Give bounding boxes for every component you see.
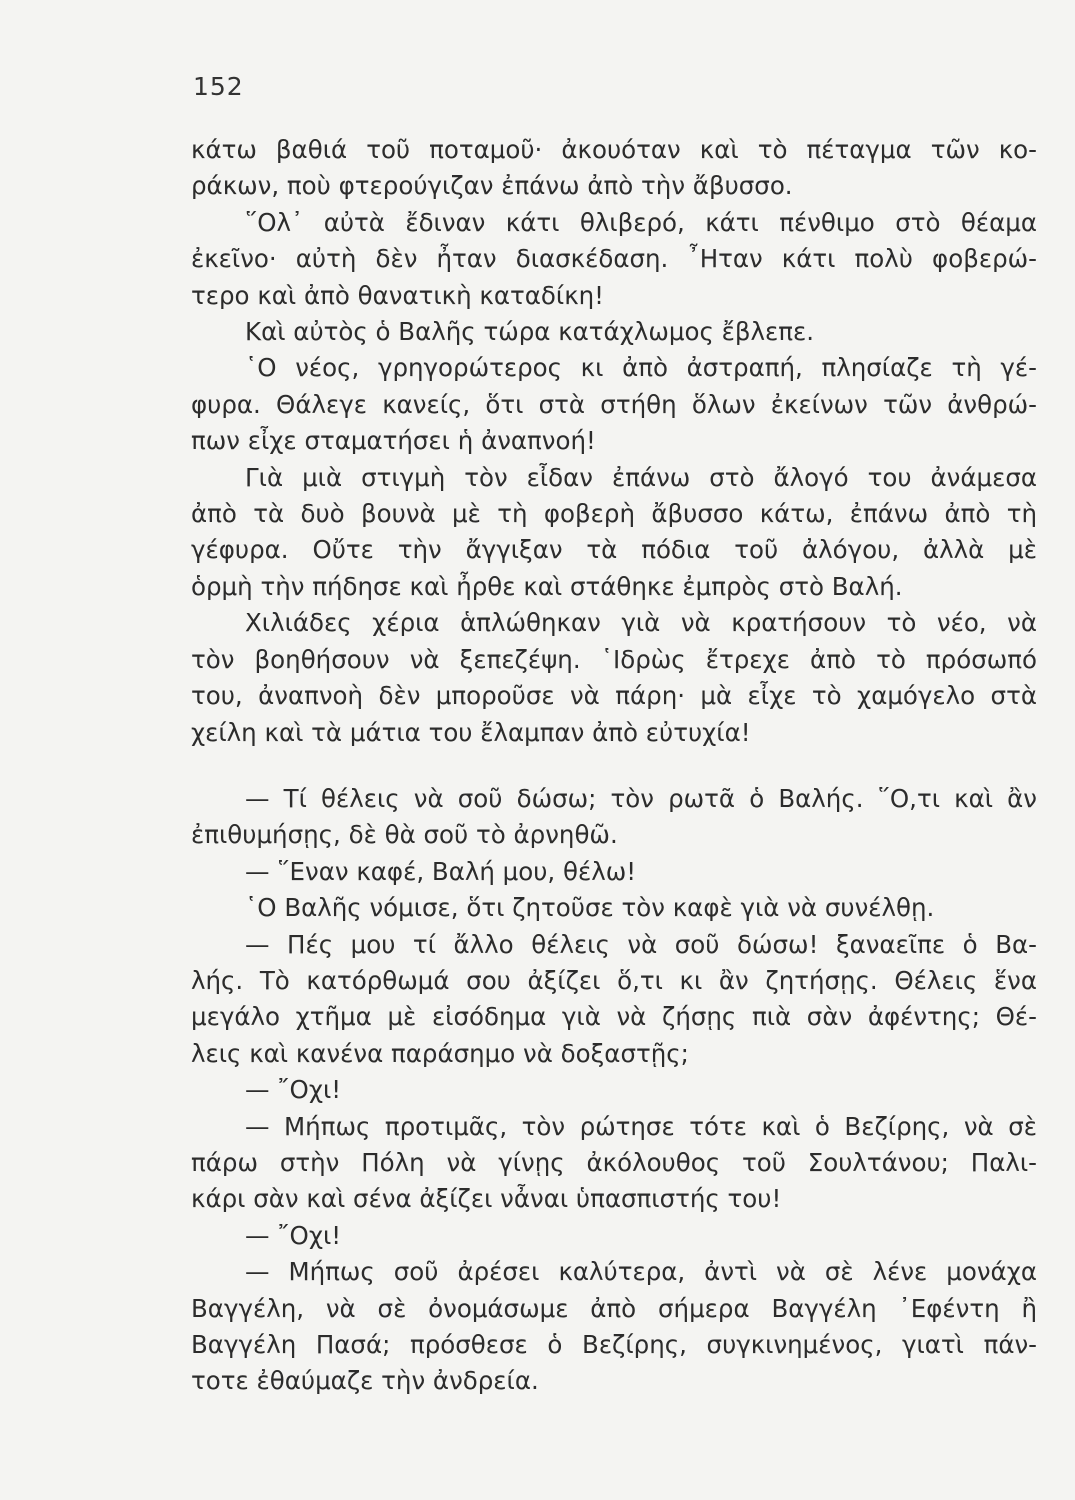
text-line: χείλη καὶ τὰ μάτια του ἔλαμπαν ἀπὸ εὐτυχία! bbox=[191, 717, 751, 747]
text-line: ῾Ο νέος, γρηγορώτερος κι ἀπὸ ἀστραπή, πλησίαζε τὴ γέ- bbox=[245, 353, 1037, 383]
text-line: λής. Τὸ κατόρθωμά σου ἀξίζει ὅ,τι κι ἂν ζητήσῃς. Θέλεις ἕνα bbox=[191, 965, 1037, 995]
paragraph bbox=[191, 205, 1037, 314]
text-line: ῞Ολ᾽ αὐτὰ ἔδιναν κάτι θλιβερό, κάτι πένθιμο στὸ θέαμα bbox=[245, 207, 1037, 237]
paragraph bbox=[191, 460, 1037, 606]
text-line: Γιὰ μιὰ στιγμὴ τὸν εἶδαν ἐπάνω στὸ ἄλογό του ἀνάμεσα bbox=[245, 462, 1037, 492]
text-line: τερο καὶ ἀπὸ θανατικὴ καταδίκη! bbox=[191, 280, 604, 310]
text-line: του, ἀναπνοὴ δὲν μποροῦσε νὰ πάρη· μὰ εἶχε τὸ χαμόγελο στὰ bbox=[191, 681, 1037, 711]
paragraph bbox=[191, 890, 1037, 926]
text-line: ὁρμὴ τὴν πήδησε καὶ ἦρθε καὶ στάθηκε ἐμπρὸς στὸ Βαλή. bbox=[191, 571, 903, 601]
text-line: Χιλιάδες χέρια ἁπλώθηκαν γιὰ νὰ κρατήσουν τὸ νέο, νὰ bbox=[245, 608, 1037, 638]
text-line: ῾Ο Βαλῆς νόμισε, ὅτι ζητοῦσε τὸν καφὲ γιὰ νὰ συνέλθῃ. bbox=[245, 893, 935, 923]
dialogue-paragraph bbox=[191, 1072, 1037, 1108]
paragraph bbox=[191, 132, 1037, 205]
text-line: Καὶ αὐτὸς ὁ Βαλῆς τώρα κατάχλωμος ἔβλεπε. bbox=[245, 317, 815, 347]
section-gap bbox=[191, 751, 1037, 781]
text-line: ἐκεῖνο· αὐτὴ δὲν ἦταν διασκέδαση. ῏Ηταν κάτι πολὺ φοβερώ- bbox=[191, 244, 1037, 274]
text-line: φυρα. Θάλεγε κανείς, ὅτι στὰ στήθη ὅλων ἐκείνων τῶν ἀνθρώ- bbox=[191, 389, 1037, 419]
text-line: ἀπὸ τὰ δυὸ βουνὰ μὲ τὴ φοβερὴ ἄβυσσο κάτω, ἐπάνω ἀπὸ τὴ bbox=[191, 499, 1037, 529]
text-line: πάρω στὴν Πόλη νὰ γίνῃς ἀκόλουθος τοῦ Σουλτάνου; Παλι- bbox=[191, 1147, 1037, 1177]
text-line: τοτε ἐθαύμαζε τὴν ἀνδρεία. bbox=[191, 1366, 539, 1396]
text-line: μεγάλο χτῆμα μὲ εἰσόδημα γιὰ νὰ ζήσῃς πιὰ σὰν ἀφέντης; Θέ- bbox=[191, 1002, 1037, 1032]
text-line: Βαγγέλη Πασά; πρόσθεσε ὁ Βεζίρης, συγκινημένος, γιατὶ πάν- bbox=[191, 1330, 1037, 1359]
text-line: Βαγγέλη, νὰ σὲ ὀνομάσωμε ἀπὸ σήμερα Βαγγέλη ᾿Εφέντη ἢ bbox=[191, 1293, 1037, 1323]
page-number: 152 bbox=[193, 72, 244, 101]
text-line: γέφυρα. Οὔτε τὴν ἄγγιξαν τὰ πόδια τοῦ ἀλόγου, ἀλλὰ μὲ bbox=[191, 535, 1037, 565]
dialogue-paragraph bbox=[191, 927, 1037, 1073]
text-line: ράκων, ποὺ φτερούγιζαν ἐπάνω ἀπὸ τὴν ἄβυσσο. bbox=[191, 171, 793, 201]
dialogue-paragraph bbox=[191, 781, 1037, 854]
text-line: — ῎Οχι! bbox=[245, 1220, 342, 1250]
dialogue-paragraph bbox=[191, 854, 1037, 890]
paragraph bbox=[191, 605, 1037, 751]
text-line: κάτω βαθιά τοῦ ποταμοῦ· ἀκουόταν καὶ τὸ πέταγμα τῶν κο- bbox=[191, 135, 1037, 164]
text-line: — ῞Εναν καφέ, Βαλή μου, θέλω! bbox=[245, 856, 637, 886]
dialogue-paragraph bbox=[191, 1218, 1037, 1254]
dialogue-paragraph bbox=[191, 1254, 1037, 1400]
text-line: — ῎Οχι! bbox=[245, 1075, 342, 1105]
text-line: λεις καὶ κανένα παράσημο νὰ δοξαστῇς; bbox=[191, 1038, 689, 1068]
text-line: — Τί θέλεις νὰ σοῦ δώσω; τὸν ρωτᾶ ὁ Βαλής. ῞Ο,τι καὶ ἂν bbox=[245, 783, 1037, 813]
text-line: τὸν βοηθήσουν νὰ ξεπεζέψη. ῾Ιδρὼς ἔτρεχε ἀπὸ τὸ πρόσωπό bbox=[191, 644, 1037, 674]
text-line: κάρι σὰν καὶ σένα ἀξίζει νἆναι ὑπασπιστής του! bbox=[191, 1184, 782, 1214]
paragraph bbox=[191, 314, 1037, 350]
text-line: ἐπιθυμήσῃς, δὲ θὰ σοῦ τὸ ἀρνηθῶ. bbox=[191, 820, 618, 850]
text-line: πων εἶχε σταματήσει ἡ ἀναπνοή! bbox=[191, 426, 596, 456]
body-text bbox=[191, 132, 1037, 1400]
text-line: — Μήπως σοῦ ἀρέσει καλύτερα, ἀντὶ νὰ σὲ λένε μονάχα bbox=[245, 1257, 1037, 1287]
text-line: — Μήπως προτιμᾶς, τὸν ρώτησε τότε καὶ ὁ Βεζίρης, νὰ σὲ bbox=[245, 1111, 1037, 1141]
text-line: — Πές μου τί ἄλλο θέλεις νὰ σοῦ δώσω! ξαναεῖπε ὁ Βα- bbox=[245, 929, 1037, 959]
paragraph bbox=[191, 350, 1037, 459]
dialogue-paragraph bbox=[191, 1109, 1037, 1218]
